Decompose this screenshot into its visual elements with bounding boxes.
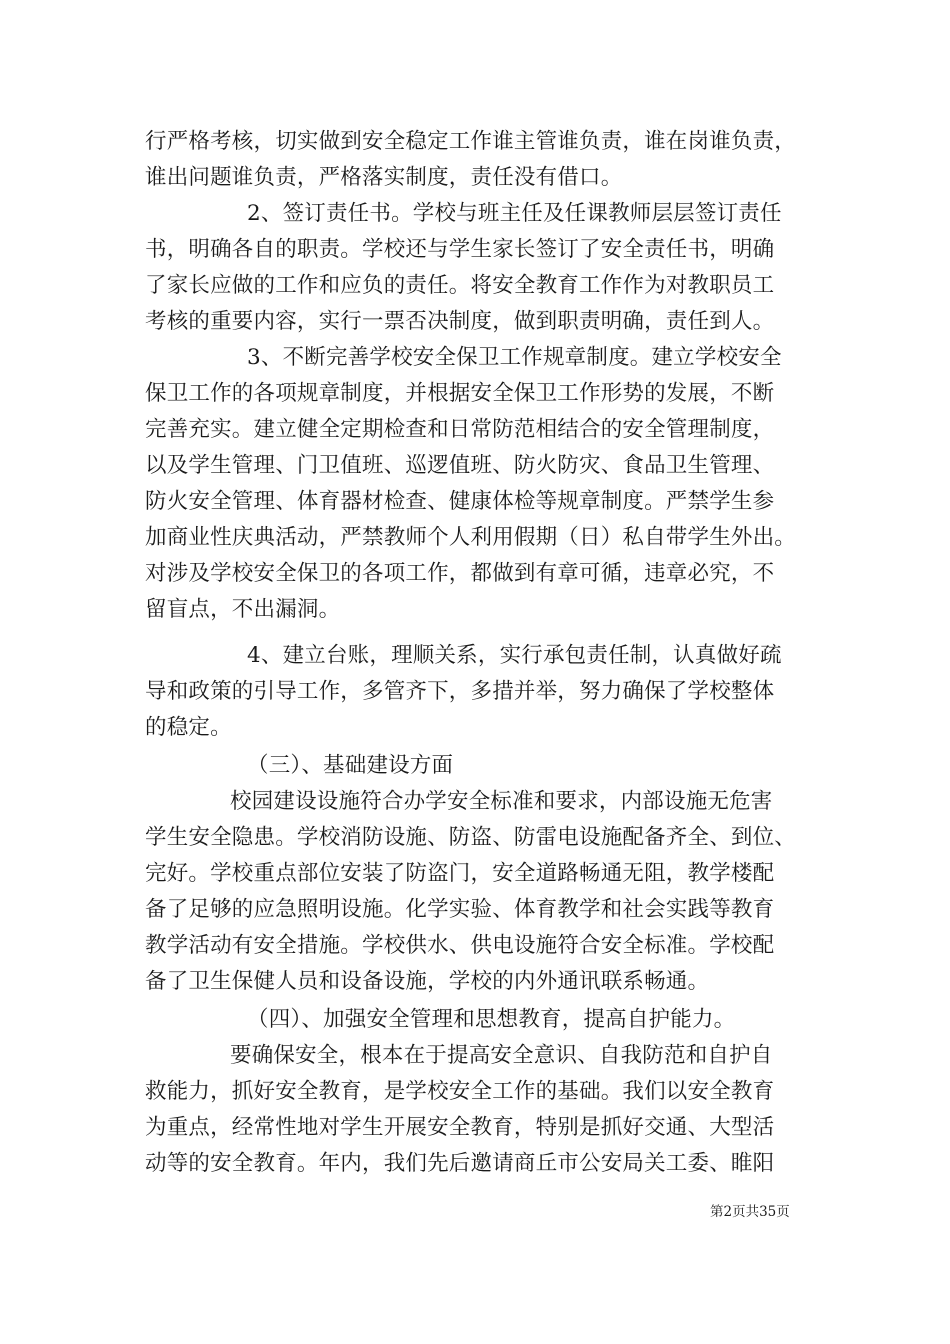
text-line-23: 教学活动有安全措施。学校供水、供电设施符合安全标准。学校配 [145, 933, 775, 958]
text-line-29: 动等的安全教育。年内，我们先后邀请商丘市公安局关工委、睢阳 [145, 1151, 775, 1176]
page-number-footer: 第2页共35页 [710, 1204, 790, 1220]
section-heading-4: （四）、加强安全管理和思想教育，提高自护能力。 [247, 1007, 736, 1032]
text-line-4: 书，明确各自的职责。学校还与学生家长签订了安全责任书，明确 [145, 237, 775, 262]
text-line-15: 4、建立台账，理顺关系，实行承包责任制，认真做好疏 [247, 643, 782, 668]
text-line-13: 对涉及学校安全保卫的各项工作，都做到有章可循，违章必究，不 [145, 561, 775, 586]
text-line-2: 谁出问题谁负责，严格落实制度，责任没有借口。 [145, 165, 623, 190]
text-line-28: 为重点，经常性地对学生开展安全教育，特别是抓好交通、大型活 [145, 1115, 775, 1140]
text-line-3: 2、签订责任书。学校与班主任及任课教师层层签订责任 [247, 201, 782, 226]
text-line-21: 完好。学校重点部位安装了防盗门，安全道路畅通无阻，教学楼配 [145, 861, 775, 886]
text-line-9: 完善充实。建立健全定期检查和日常防范相结合的安全管理制度， [145, 417, 775, 442]
text-line-7: 3、不断完善学校安全保卫工作规章制度。建立学校安全 [247, 345, 782, 370]
text-line-10: 以及学生管理、门卫值班、巡逻值班、防火防灾、食品卫生管理、 [145, 453, 775, 478]
text-line-6: 考核的重要内容，实行一票否决制度，做到职责明确，责任到人。 [145, 309, 775, 334]
text-line-20: 学生安全隐患。学校消防设施、防盗、防雷电设施配备齐全、到位、 [145, 825, 797, 850]
text-line-27: 救能力，抓好安全教育，是学校安全工作的基础。我们以安全教育 [145, 1079, 775, 1104]
text-line-8: 保卫工作的各项规章制度，并根据安全保卫工作形势的发展，不断 [145, 381, 775, 406]
text-line-19: 校园建设设施符合办学安全标准和要求，内部设施无危害 [230, 789, 773, 814]
section-heading-3: （三）、基础建设方面 [247, 753, 454, 778]
text-line-11: 防火安全管理、体育器材检查、健康体检等规章制度。严禁学生参 [145, 489, 775, 514]
text-line-12: 加商业性庆典活动，严禁教师个人利用假期（日）私自带学生外出。 [145, 525, 797, 550]
text-line-16: 导和政策的引导工作，多管齐下，多措并举，努力确保了学校整体 [145, 679, 775, 704]
text-line-24: 备了卫生保健人员和设备设施，学校的内外通讯联系畅通。 [145, 969, 710, 994]
text-line-14: 留盲点，不出漏洞。 [145, 597, 341, 622]
text-line-17: 的稳定。 [145, 715, 232, 740]
text-line-1: 行严格考核，切实做到安全稳定工作谁主管谁负责，谁在岗谁负责， [145, 129, 797, 154]
text-line-22: 备了足够的应急照明设施。化学实验、体育教学和社会实践等教育 [145, 897, 775, 922]
text-line-5: 了家长应做的工作和应负的责任。将安全教育工作作为对教职员工 [145, 273, 775, 298]
text-line-26: 要确保安全，根本在于提高安全意识、自我防范和自护自 [230, 1043, 773, 1068]
